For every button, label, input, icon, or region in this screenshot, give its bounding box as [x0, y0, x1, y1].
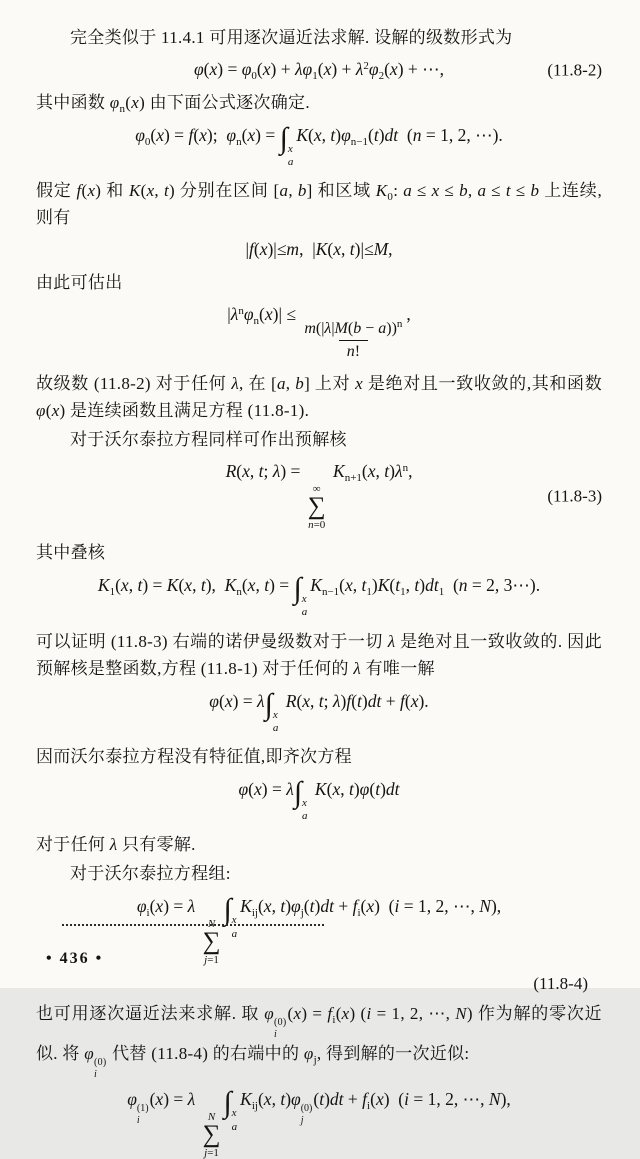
display-formula [36, 239, 602, 261]
formula-body: R(x, t; λ) = ∞ ∑ n=0 $K_{n+1}(x$, $t)\lambda^n$, [225, 461, 413, 532]
page-number: • 436 • [46, 950, 104, 967]
formula-body: φ (1) i (x) = λ N ∑ j=1 ∫ x a $K_{ij}(x$, t)φ (0) j $(t)dt + f_i(x) (i = 1$, 2, ⋯, N), [127, 1086, 511, 1159]
paragraph: 对于沃尔泰拉方程同样可作出预解核 [70, 430, 347, 450]
paragraph: 假定 f(x) 和 K(x, t) 分别在区间 [a, b] 和区域 $K_0$: a ≤ x ≤ b, a ≤ t ≤ b 上连续,则有 [36, 181, 603, 228]
paragraph: 由此可估出 [36, 273, 123, 293]
paragraph: 其中函数 $\varphi_n(x)$ 由下面公式逐次确定. [36, 92, 310, 115]
footnote-separator [62, 924, 324, 926]
formula-body: φ(x) = λ∫ x a R(x, t; λ)f(t)dt + f(x). [209, 687, 429, 734]
paragraph: 故级数 (11.8-2) 对于任何 λ, 在 [a, b] 上对 x 是绝对且一致收敛的,其和函数 φ(x) 是连续函数且满足方程 (11.8-1). [36, 374, 602, 421]
equation-number: (11.8-2) [547, 60, 602, 80]
paragraph: 对于沃尔泰拉方程组: [70, 864, 231, 884]
equation-number: (11.8-4) [533, 974, 588, 994]
paragraph: 可以证明 (11.8-3) 右端的诺伊曼级数对于一切 λ 是绝对且一致收敛的. 因此预解核是整函数,方程 (11.8-1) 对于任何的 λ 有唯一解 [36, 631, 603, 678]
equation-number: (11.8-3) [547, 486, 602, 506]
display-formula [36, 687, 602, 735]
paragraph: 其中叠核 [36, 543, 106, 563]
formula-body: $\varphi(x) = \varphi_0(x) + \lambda\varphi_1(x) + \lambda^2\varphi_2(x)$ + ⋯, [193, 59, 445, 82]
formula-body: $|\lambda^n\varphi_n(x)|$ ≤ $\frac{m(|\lambda|M(b - a))^n}{n!}$ , [227, 304, 411, 324]
formula-body: |f(x)|≤m, |K(x, t)|≤M, [245, 239, 393, 260]
display-formula [36, 121, 602, 169]
display-formula [36, 778, 602, 823]
display-formula [36, 59, 602, 81]
formula-body: φ(x) = λ∫ x a K(x, t)φ(t)dt [238, 776, 400, 823]
paragraph: 完全类似于 11.4.1 可用逐次逼近法求解. 设解的级数形式为 [70, 28, 513, 47]
paragraph: 对于任何 λ 只有零解. [36, 835, 196, 855]
paragraph: 也可用逐次逼近法来求解. 取 φ (0) i $(x) = f_i(x) (i = 1$, 2, ⋯, N) 作为解的零次近似. 将 φ (0) i 代替 (11.8-4) 的右端中的 $\varphi_j$, 得到解的一次近似: [36, 1004, 602, 1080]
formula-body: $\varphi_i(x) = \lambda$ N ∑ j=1 ∫ x a $K_{ij}(x$, $t)\varphi_j(t)dt + f_i(x)$ (i = 1, 2, ⋯, N), [136, 893, 502, 967]
formula-body: $\varphi_0(x) = f(x)$; $\varphi_n(x)$ = ∫ x a K(x, $t)\varphi_{n-1}(t)dt$ (n = 1, 2, ⋯). [135, 121, 503, 169]
display-formula [36, 304, 602, 362]
display-formula [36, 574, 602, 619]
display-formula [36, 1088, 602, 1159]
display-formula [36, 461, 602, 531]
display-formula [36, 895, 602, 966]
formula-body: $K_1(x$, t) = K(x, t), $K_n(x$, t) = ∫ x a $K_{n-1}(x$, $t_1)K(t_1$, $t)dt_1$ (n = 2, 3⋯). [97, 572, 541, 619]
paragraph: 因而沃尔泰拉方程没有特征值,即齐次方程 [36, 747, 352, 766]
